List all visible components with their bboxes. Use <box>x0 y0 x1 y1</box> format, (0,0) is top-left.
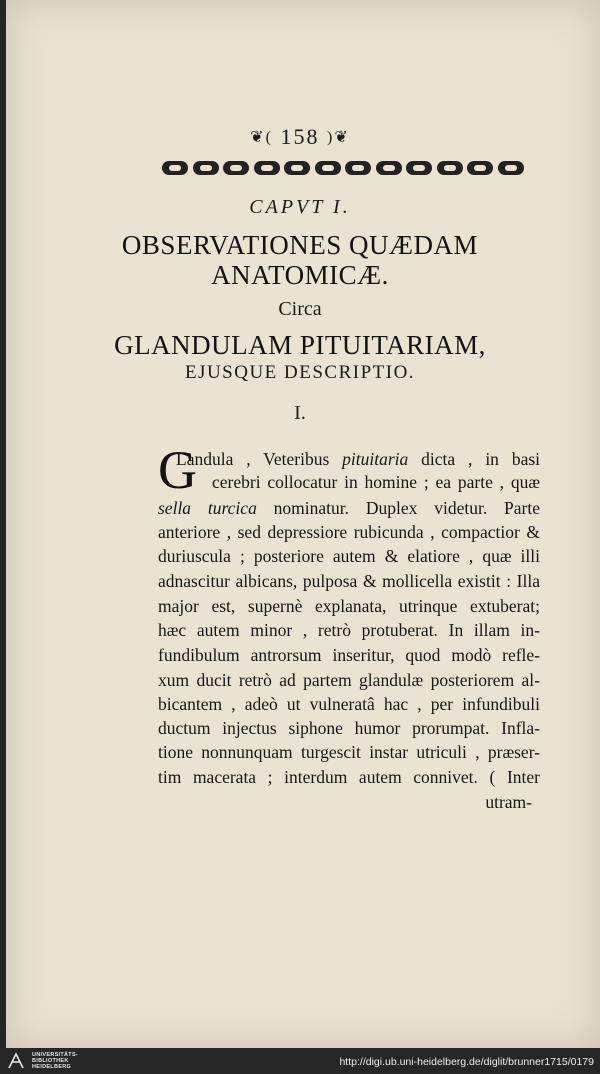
rule-ornament <box>254 161 280 175</box>
title-line-2: ANATOMICÆ. <box>211 260 389 290</box>
ornament-left: ❦( <box>250 129 273 146</box>
text-line: tim macerata ; interdum autem connivet. ( Inter <box>158 767 540 787</box>
title-line-4: EJUSQUE DESCRIPTIO. <box>184 362 416 383</box>
text-line: hæc autem minor , retrò protuberat. In illam in- <box>158 620 540 640</box>
drop-capital: G <box>158 440 197 500</box>
rule-ornament <box>223 161 249 175</box>
page-number-header <box>0 124 600 150</box>
library-name-line-2: BIBLIOTHEK <box>32 1058 69 1064</box>
text-line: Landula , Veteribus pituitaria dicta , in basi <box>176 449 541 469</box>
rule-ornament <box>193 161 219 175</box>
text-line: ductum injectus siphone humor prorumpat. Infla- <box>158 718 540 738</box>
rule-ornament <box>467 161 493 175</box>
circa-line: Circa <box>278 298 322 320</box>
ornament-right: )❦ <box>327 129 350 146</box>
rule-ornament <box>437 161 463 175</box>
library-logo-icon <box>7 1052 25 1070</box>
text-line: adnascitur albicans, pulposa & mollicella existit : Illa <box>158 571 540 591</box>
text-line: fundibulum antrorsum inseritur, quod modò refle- <box>158 645 540 665</box>
ornamental-rule <box>162 158 524 178</box>
title-line-3: GLANDULAM PITUITARIAM, <box>114 330 486 360</box>
page-number: 158 <box>280 124 320 149</box>
text-line: sella turcica nominatur. Duplex videtur. Parte <box>158 498 540 518</box>
library-name-line-1: UNIVERSITÄTS- <box>32 1052 79 1058</box>
rule-ornament <box>406 161 432 175</box>
text-line: cerebri collocatur in homine ; ea parte , quæ <box>212 472 540 492</box>
text-line: duriuscula ; posteriore autem & elatiore , quæ illi <box>158 546 540 566</box>
rule-ornament <box>162 161 188 175</box>
source-url[interactable]: http://digi.ub.uni-heidelberg.de/diglit/brunner1715/0179 <box>339 1056 594 1068</box>
rule-ornament <box>376 161 402 175</box>
library-name-line-3: HEIDELBERG <box>32 1064 72 1070</box>
rule-ornament <box>315 161 341 175</box>
title-line-1: OBSERVATIONES QUÆDAM <box>121 230 479 260</box>
rule-ornament <box>498 161 524 175</box>
text-line: anteriore , sed depressiore rubicunda , compactior & <box>158 522 540 542</box>
text-line: bicantem , adeò ut vulneratâ hac , per infundibuli <box>158 694 540 714</box>
catchword: utram- <box>485 792 532 812</box>
text-line: major est, supernè explanata, utrinque extuberat; <box>158 596 540 616</box>
rule-ornament <box>284 161 310 175</box>
text-line: tione nonnunquam turgescit instar utriculi , præser- <box>158 742 540 762</box>
library-name <box>32 1052 78 1070</box>
text-line: xum ducit retrò ad partem glandulæ posteriorem al- <box>158 670 540 690</box>
chapter-heading: CAPVT I. <box>249 196 351 218</box>
rule-ornament <box>345 161 371 175</box>
section-number: I. <box>294 402 306 424</box>
